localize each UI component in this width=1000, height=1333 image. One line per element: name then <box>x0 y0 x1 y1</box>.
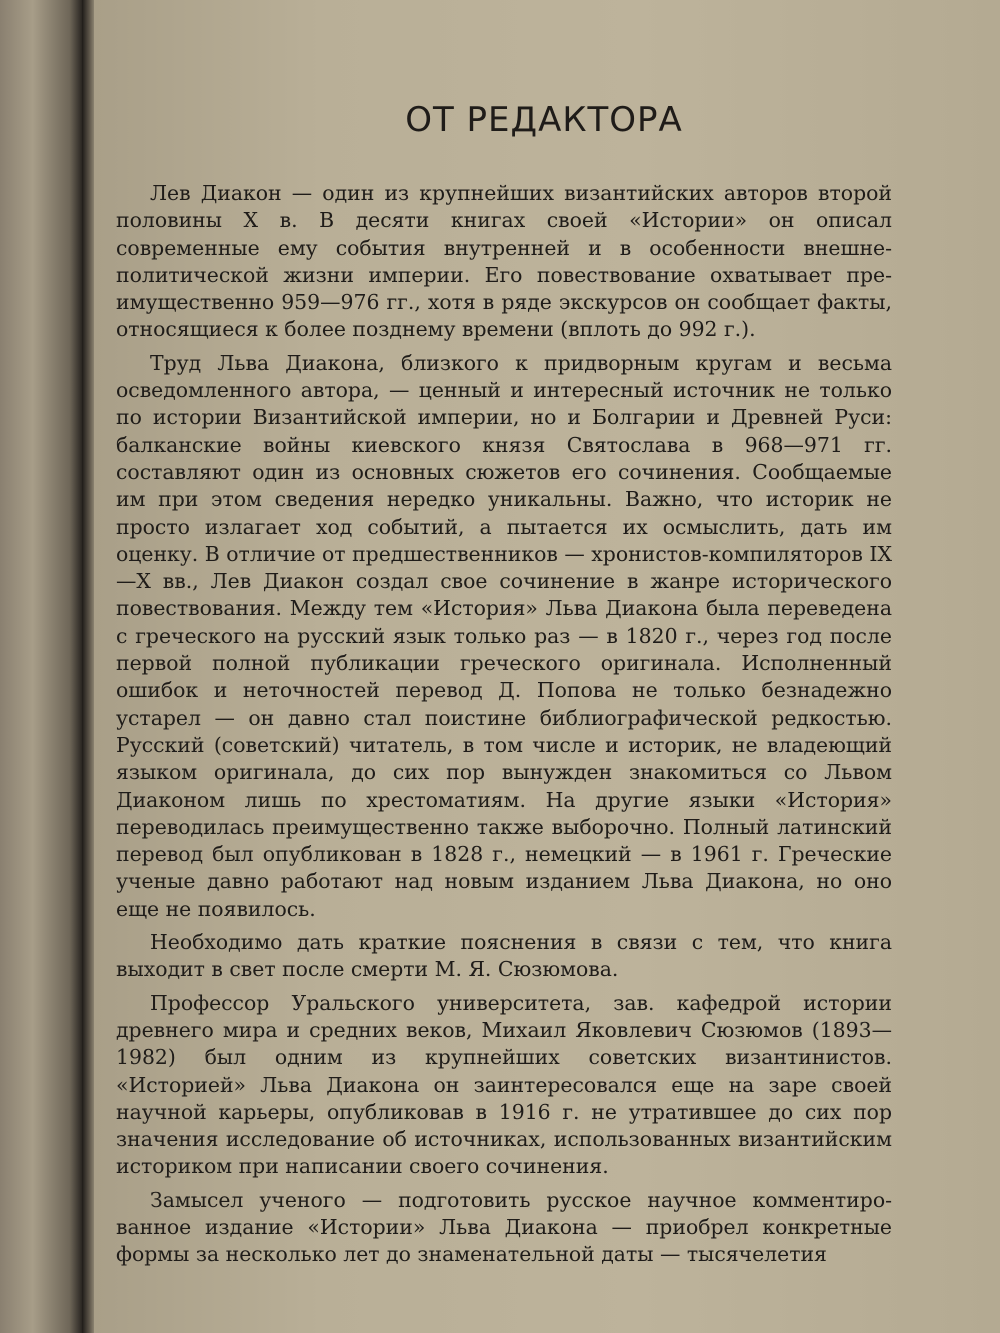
left-page-edge <box>0 0 82 1333</box>
paragraph-4: Профессор Уральского университета, зав. кафедрой истории древнего мира и средних веков, Михаил Яковлевич Сюзюмов (1893—1982) был одним из крупнейших советских византинистов. «Историей» Льва Диакона он заинтересовался еще на заре своей научной карьеры, опубликовав в 1916 г. не утратившее до сих пор значения исследование об источниках, использованных византийским историком при написании своего сочинения. <box>116 990 892 1179</box>
paragraph-2: Труд Льва Диакона, близкого к придворным кругам и весьма осведомленного автора, — ценный и интересный источник не только по истории Византийской империи, но и Болгарии и Древней Руси: балканские войны киевского князя Святослава в 968—971 гг. составляют один из основных сюжетов его сочинения. Сообщаемые им при этом сведения нередко уникальны. Важно, что историк не просто излагает ход событий, а пытается их осмыслить, дать им оценку. В отличие от предшественников — хронистов-компиляторов IX—X вв., Лев Диакон создал свое сочинение в жанре исторического повествования. Между тем «История» Льва Диакона была переведена с греческого на русский язык только раз — в 1820 г., через год после первой полной публикации греческого оригинала. Исполненный ошибок и неточностей перевод Д. Попова не только безнадежно устарел — он давно стал поистине библиографической редкостью. Русский (советский) читатель, в том числе и историк, не владеющий языком оригинала, до сих пор вынужден знакомиться со Львом Диаконом лишь по хрестоматиям. На другие языки «История» переводилась преимущественно также выборочно. Полный латинский перевод был опубликован в 1828 г., немецкий — в 1961 г. Греческие ученые давно работают над новым изданием Льва Диакона, но оно еще не появилось. <box>116 350 892 921</box>
paragraph-5: Замысел ученого — подготовить русское научное комментированное издание «Истории» Льва Диакона — приобрел конкретные формы за несколько лет до знаменательной даты — тысячелетия <box>116 1187 892 1267</box>
paragraph-1: Лев Диакон — один из крупнейших византийских авторов второй половины X в. В десяти книгах своей «Истории» он описал современные ему события внутренней и в особенности внешнеполитической жизни империи. Его повествование охватывает преимущественно 959—976 гг., хотя в ряде экскурсов он сообщает факты, относящиеся к более позднему времени (вплоть до 992 г.). <box>116 181 892 342</box>
book-page <box>94 0 1000 1333</box>
paragraph-3: Необходимо дать краткие пояснения в связи с тем, что книга выходит в свет после смерти М. Я. Сюзюмова. <box>116 930 892 982</box>
book-gutter <box>82 0 94 1333</box>
page-title: ОТ РЕДАКТОРА <box>405 100 683 140</box>
page-text <box>116 100 892 1275</box>
